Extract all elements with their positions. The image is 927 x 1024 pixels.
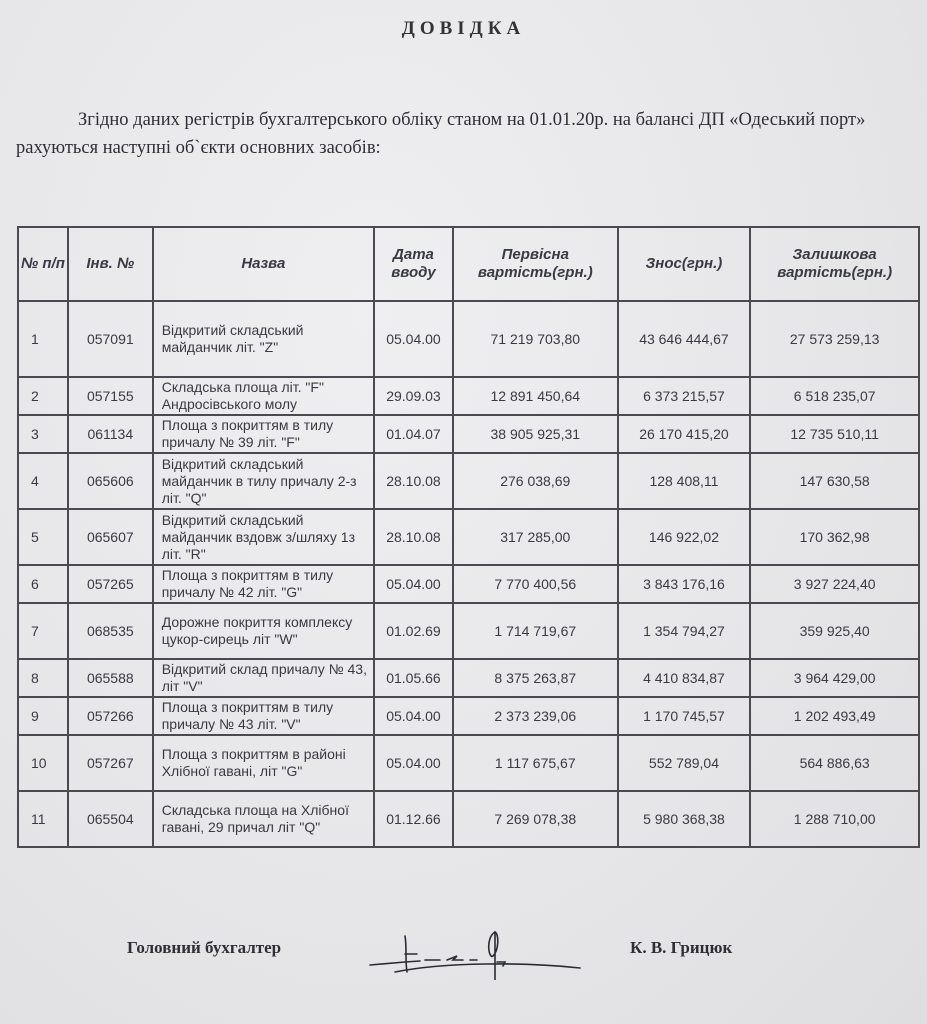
cell-initial-cost: 7 269 078,38 xyxy=(453,791,618,847)
header-initial-cost: Первісна вартість(грн.) xyxy=(453,227,618,301)
cell-name: Складська площа на Хлібної гавані, 29 причал літ "Q" xyxy=(153,791,374,847)
cell-depreciation: 1 170 745,57 xyxy=(618,697,751,735)
cell-number: 10 xyxy=(18,735,68,791)
cell-name: Відкритий складський майданчик в тилу причалу 2-з літ. "Q" xyxy=(153,453,374,509)
cell-name: Площа з покриттям в районі Хлібної гавані, літ "G" xyxy=(153,735,374,791)
cell-name: Площа з покриттям в тилу причалу № 42 літ. "G" xyxy=(153,565,374,603)
cell-date: 29.09.03 xyxy=(374,377,453,415)
cell-initial-cost: 12 891 450,64 xyxy=(453,377,618,415)
fixed-assets-table xyxy=(17,226,920,848)
cell-depreciation: 4 410 834,87 xyxy=(618,659,751,697)
cell-depreciation: 146 922,02 xyxy=(618,509,751,565)
header-inventory-number: Інв. № xyxy=(68,227,153,301)
cell-inventory-number: 065607 xyxy=(68,509,153,565)
cell-depreciation: 128 408,11 xyxy=(618,453,751,509)
cell-initial-cost: 317 285,00 xyxy=(453,509,618,565)
cell-inventory-number: 057155 xyxy=(68,377,153,415)
cell-name: Дорожне покриття комплексу цукор-сирець літ "W" xyxy=(153,603,374,659)
table-row xyxy=(18,377,919,415)
cell-inventory-number: 061134 xyxy=(68,415,153,453)
cell-residual-value: 3 927 224,40 xyxy=(750,565,919,603)
signer-role: Головний бухгалтер xyxy=(127,938,282,957)
cell-name: Складська площа літ. "F" Андросівського молу xyxy=(153,377,374,415)
table-header-row xyxy=(18,227,919,301)
cell-number: 11 xyxy=(18,791,68,847)
cell-depreciation: 3 843 176,16 xyxy=(618,565,751,603)
cell-date: 01.12.66 xyxy=(374,791,453,847)
cell-initial-cost: 1 117 675,67 xyxy=(453,735,618,791)
cell-initial-cost: 2 373 239,06 xyxy=(453,697,618,735)
table-row xyxy=(18,509,919,565)
cell-residual-value: 147 630,58 xyxy=(750,453,919,509)
cell-number: 4 xyxy=(18,453,68,509)
cell-name: Відкритий складський майданчик літ. "Z" xyxy=(153,301,374,377)
table-row xyxy=(18,735,919,791)
signer-name: К. В. Грицюк xyxy=(630,938,733,957)
cell-inventory-number: 065504 xyxy=(68,791,153,847)
cell-name: Відкритий склад причалу № 43, літ "V" xyxy=(153,659,374,697)
cell-number: 3 xyxy=(18,415,68,453)
cell-name: Відкритий складський майданчик вздовж з/шляху 1з літ. "R" xyxy=(153,509,374,565)
cell-date: 01.05.66 xyxy=(374,659,453,697)
header-depreciation: Знос(грн.) xyxy=(618,227,751,301)
table-row xyxy=(18,301,919,377)
table-row xyxy=(18,415,919,453)
cell-residual-value: 564 886,63 xyxy=(750,735,919,791)
cell-initial-cost: 1 714 719,67 xyxy=(453,603,618,659)
header-number: № п/п xyxy=(18,227,68,301)
cell-inventory-number: 068535 xyxy=(68,603,153,659)
cell-residual-value: 170 362,98 xyxy=(750,509,919,565)
cell-residual-value: 27 573 259,13 xyxy=(750,301,919,377)
header-residual-value: Залишкова вартість(грн.) xyxy=(750,227,919,301)
cell-initial-cost: 8 375 263,87 xyxy=(453,659,618,697)
cell-number: 5 xyxy=(18,509,68,565)
cell-initial-cost: 276 038,69 xyxy=(453,453,618,509)
cell-inventory-number: 057265 xyxy=(68,565,153,603)
table-row xyxy=(18,603,919,659)
cell-residual-value: 359 925,40 xyxy=(750,603,919,659)
cell-residual-value: 1 288 710,00 xyxy=(750,791,919,847)
cell-date: 05.04.00 xyxy=(374,697,453,735)
cell-residual-value: 6 518 235,07 xyxy=(750,377,919,415)
table-row xyxy=(18,453,919,509)
cell-number: 8 xyxy=(18,659,68,697)
cell-name: Площа з покриттям в тилу причалу № 39 літ. "F" xyxy=(153,415,374,453)
cell-inventory-number: 065606 xyxy=(68,453,153,509)
cell-residual-value: 12 735 510,11 xyxy=(750,415,919,453)
cell-name: Площа з покриттям в тилу причалу № 43 літ. "V" xyxy=(153,697,374,735)
header-date: Дата вводу xyxy=(374,227,453,301)
cell-initial-cost: 7 770 400,56 xyxy=(453,565,618,603)
cell-inventory-number: 057266 xyxy=(68,697,153,735)
cell-depreciation: 26 170 415,20 xyxy=(618,415,751,453)
table-row xyxy=(18,565,919,603)
cell-inventory-number: 065588 xyxy=(68,659,153,697)
handwritten-signature xyxy=(365,920,595,980)
header-name: Назва xyxy=(153,227,374,301)
cell-date: 28.10.08 xyxy=(374,453,453,509)
cell-depreciation: 43 646 444,67 xyxy=(618,301,751,377)
cell-number: 7 xyxy=(18,603,68,659)
cell-date: 28.10.08 xyxy=(374,509,453,565)
cell-depreciation: 552 789,04 xyxy=(618,735,751,791)
cell-residual-value: 1 202 493,49 xyxy=(750,697,919,735)
cell-initial-cost: 38 905 925,31 xyxy=(453,415,618,453)
cell-depreciation: 1 354 794,27 xyxy=(618,603,751,659)
intro-paragraph: Згідно даних регістрів бухгалтерського обліку станом на 01.01.20р. на балансі ДП «Одеський порт» рахуються наступні об`єкти основних засобів: xyxy=(16,110,866,158)
cell-date: 01.02.69 xyxy=(374,603,453,659)
document-title: ДОВІДКА xyxy=(401,18,526,39)
table-row xyxy=(18,697,919,735)
cell-number: 2 xyxy=(18,377,68,415)
cell-depreciation: 5 980 368,38 xyxy=(618,791,751,847)
cell-date: 05.04.00 xyxy=(374,565,453,603)
cell-number: 1 xyxy=(18,301,68,377)
cell-number: 9 xyxy=(18,697,68,735)
cell-residual-value: 3 964 429,00 xyxy=(750,659,919,697)
cell-initial-cost: 71 219 703,80 xyxy=(453,301,618,377)
cell-depreciation: 6 373 215,57 xyxy=(618,377,751,415)
cell-inventory-number: 057091 xyxy=(68,301,153,377)
cell-date: 05.04.00 xyxy=(374,735,453,791)
signature-block xyxy=(0,938,927,978)
cell-number: 6 xyxy=(18,565,68,603)
cell-date: 01.04.07 xyxy=(374,415,453,453)
table-row xyxy=(18,791,919,847)
table-row xyxy=(18,659,919,697)
cell-inventory-number: 057267 xyxy=(68,735,153,791)
cell-date: 05.04.00 xyxy=(374,301,453,377)
